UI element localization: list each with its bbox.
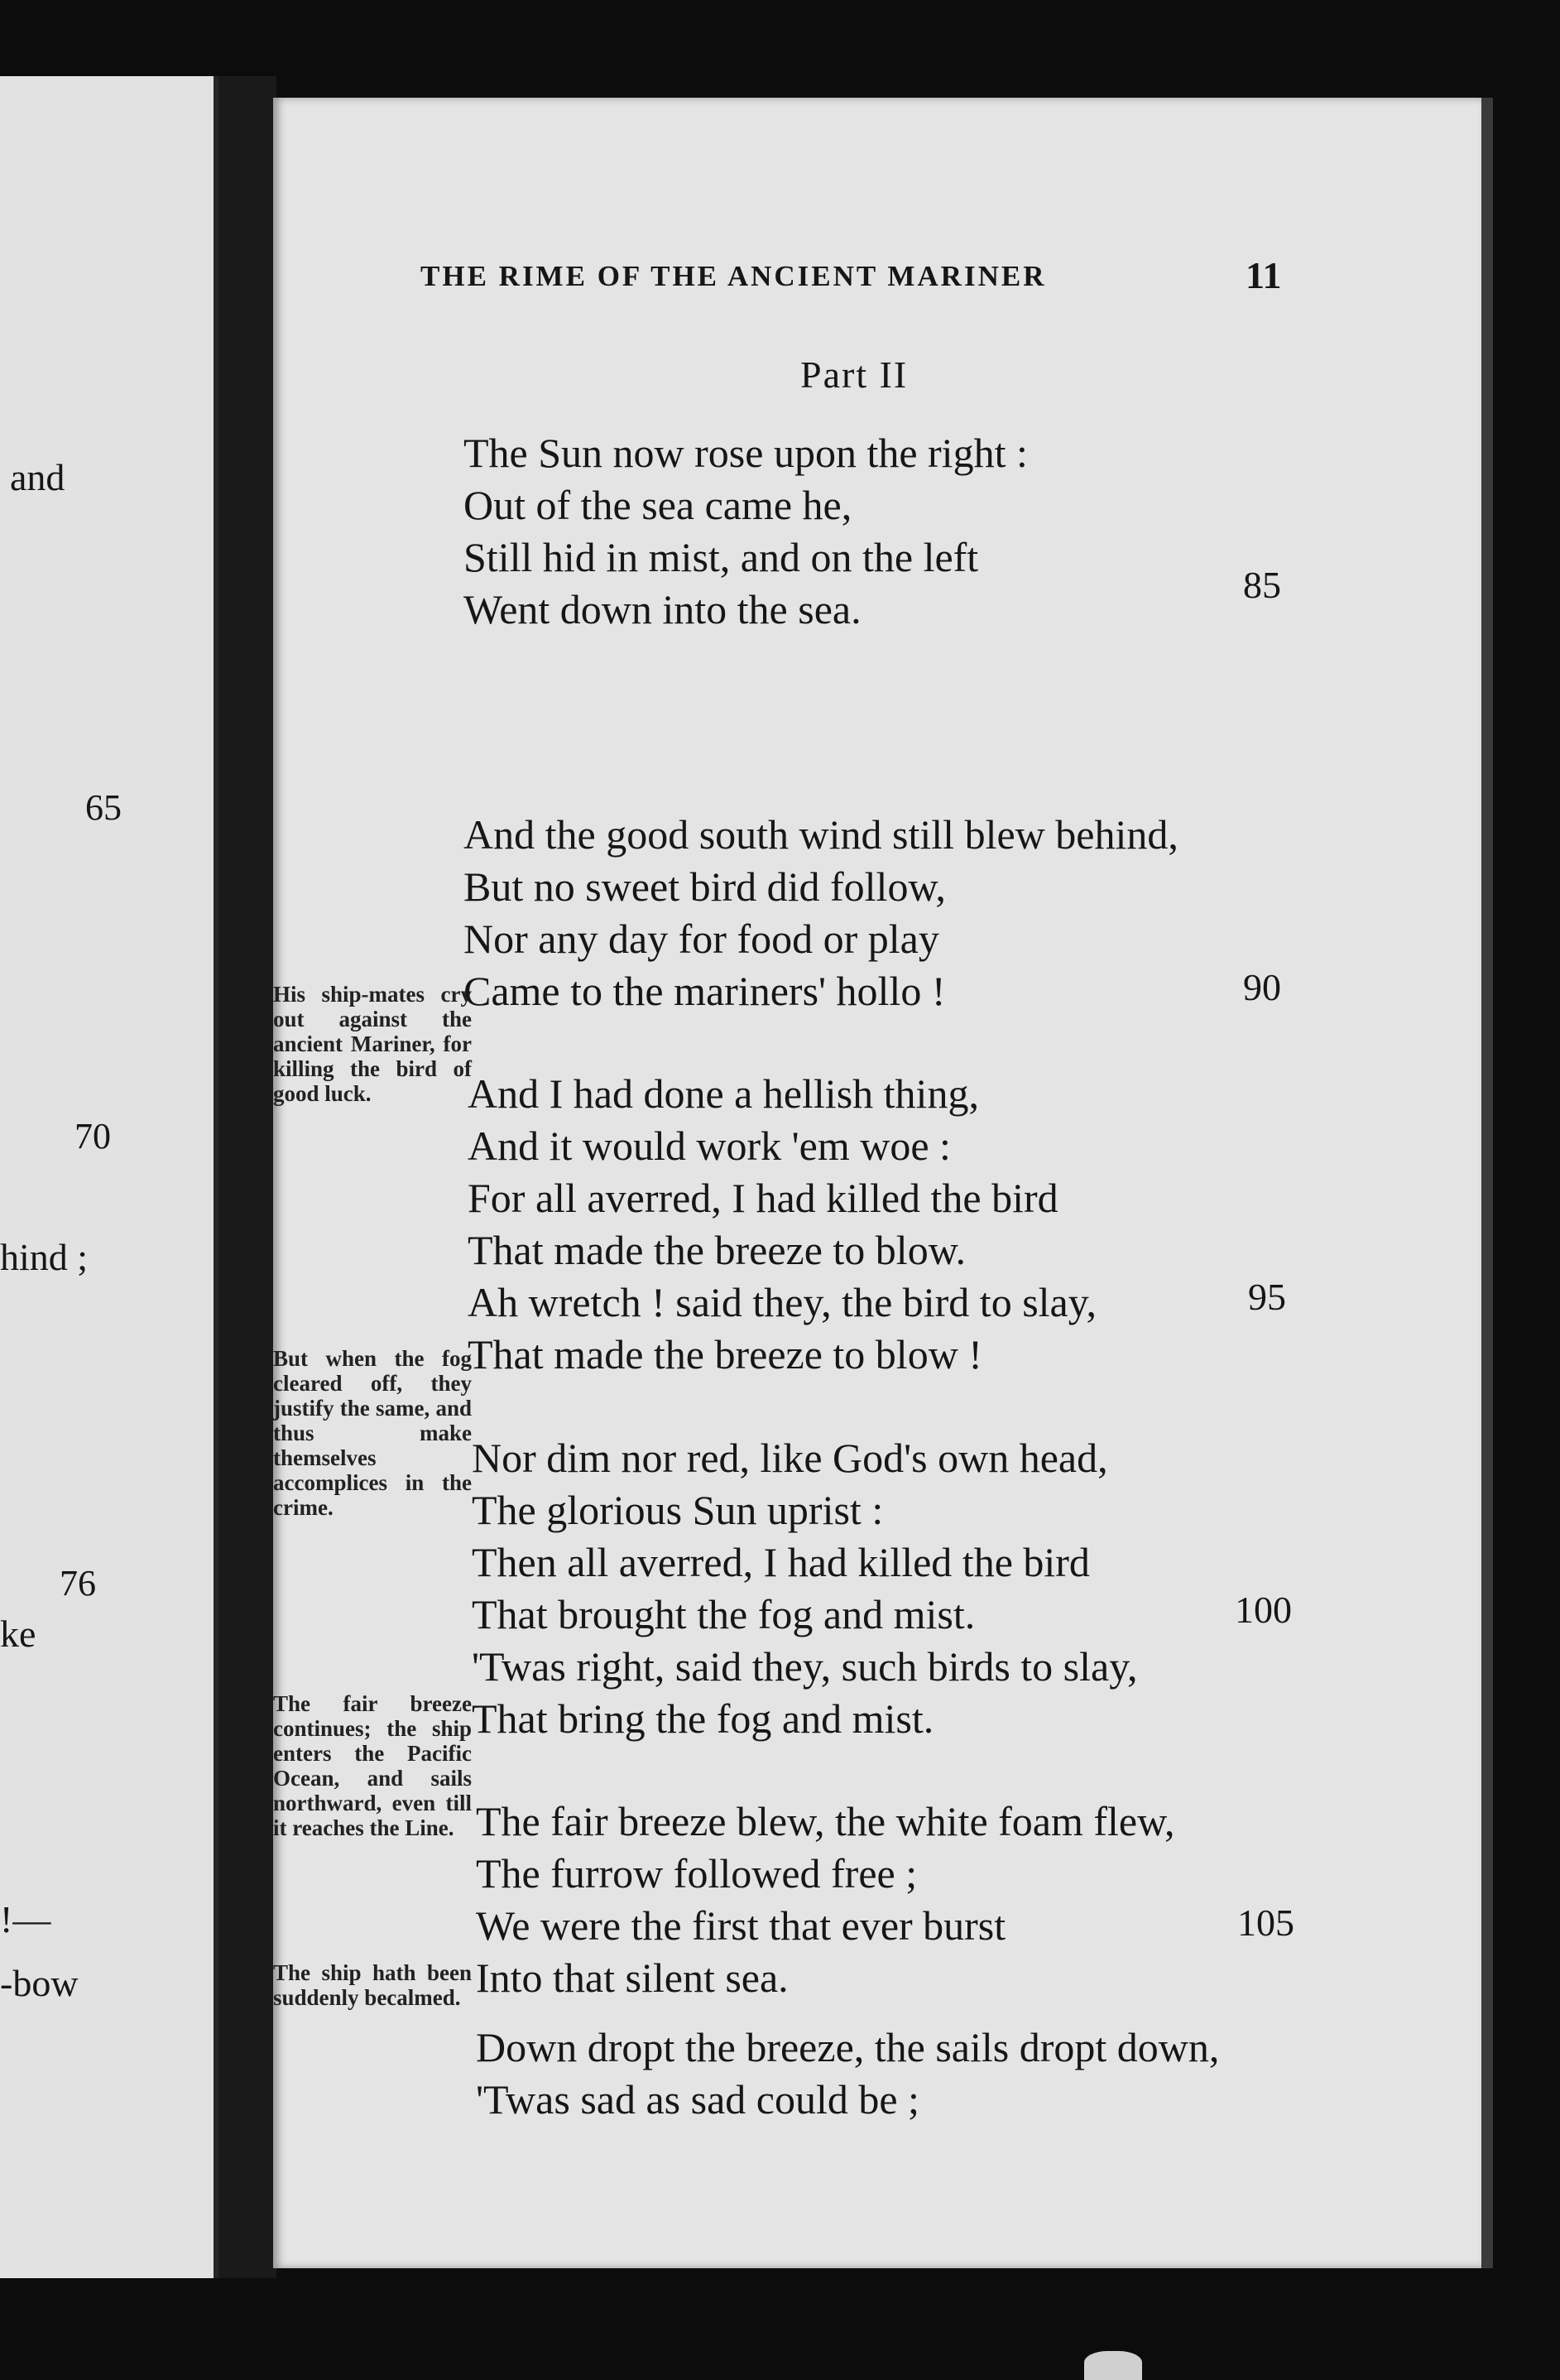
verse-line: The furrow followed free ; <box>476 1850 918 1897</box>
margin-gloss: The ship hath been suddenly becalmed. <box>273 1960 472 2010</box>
left-page <box>0 76 218 2278</box>
verse-line: Ah wretch ! said they, the bird to slay, <box>468 1279 1097 1325</box>
line-number: 105 <box>1237 1902 1294 1944</box>
verse-line: Nor dim nor red, like God's own head, <box>472 1435 1108 1481</box>
stanza <box>468 1068 1097 1381</box>
line-number: 100 <box>1235 1589 1292 1631</box>
verse-line: Still hid in mist, and on the left <box>463 534 979 580</box>
verse-line: Into that silent sea. <box>476 1954 789 2001</box>
margin-gloss: But when the fog cleared off, they justify the same, and thus make themselves accomplices in the crime. <box>273 1346 472 1520</box>
line-number: 95 <box>1248 1276 1286 1318</box>
left-page-line-number: 65 <box>85 787 122 828</box>
verse-line: We were the first that ever burst <box>476 1902 1006 1949</box>
stanza <box>463 809 1178 1017</box>
verse-line: For all averred, I had killed the bird <box>468 1175 1058 1221</box>
verse-line: Came to the mariners' hollo ! <box>463 968 946 1014</box>
book-gutter <box>218 76 276 2278</box>
left-page-line: -bow <box>0 1962 79 2004</box>
verse-line: That made the breeze to blow. <box>468 1227 967 1273</box>
verse-line: 'Twas right, said they, such birds to slay, <box>472 1643 1138 1690</box>
stanza <box>476 1796 1174 2004</box>
verse-line: Nor any day for food or play <box>463 916 939 962</box>
verse-line: But no sweet bird did follow, <box>463 863 946 910</box>
verse-line: The fair breeze blew, the white foam flew, <box>476 1798 1175 1844</box>
verse-line: Then all averred, I had killed the bird <box>472 1539 1090 1585</box>
verse-line: And the good south wind still blew behind, <box>463 811 1178 858</box>
verse-line: The glorious Sun uprist : <box>472 1487 884 1533</box>
page-number: 11 <box>1246 254 1282 296</box>
verse-line: 'Twas sad as sad could be ; <box>476 2076 919 2123</box>
margin-gloss: The fair breeze continues; the ship enters the Pacific Ocean, and sails northward, even till it reaches the Line. <box>273 1691 472 1840</box>
left-page-line: ke <box>0 1613 36 1655</box>
verse-line: And it would work 'em woe : <box>468 1123 951 1169</box>
running-head: THE RIME OF THE ANCIENT MARINER <box>420 260 1047 292</box>
right-page <box>273 98 1493 2268</box>
left-page-line-number: 76 <box>60 1563 96 1603</box>
verse-line: That bring the fog and mist. <box>472 1695 934 1742</box>
stanza <box>472 1432 1137 1745</box>
stanza <box>476 2022 1219 2126</box>
stanza <box>463 427 1028 636</box>
left-page-line: !— <box>0 1898 51 1940</box>
verse-line: And I had done a hellish thing, <box>468 1070 979 1117</box>
verse-line: The Sun now rose upon the right : <box>463 430 1028 476</box>
left-page-line: and <box>10 456 65 498</box>
line-number: 90 <box>1243 966 1281 1008</box>
line-number: 85 <box>1243 564 1281 606</box>
page-corner-fold <box>1084 2351 1142 2380</box>
verse-line: Down dropt the breeze, the sails dropt down, <box>476 2024 1220 2070</box>
margin-gloss: His ship-mates cry out against the ancient Mariner, for killing the bird of good luck. <box>273 982 472 1106</box>
verse-line: Went down into the sea. <box>463 586 862 632</box>
left-page-line: hind ; <box>0 1236 89 1278</box>
verse-line: That brought the fog and mist. <box>472 1591 976 1637</box>
left-page-line-number: 70 <box>74 1116 111 1156</box>
verse-line: Out of the sea came he, <box>463 482 852 528</box>
verse-line: That made the breeze to blow ! <box>468 1331 982 1378</box>
part-heading: Part II <box>800 353 909 396</box>
